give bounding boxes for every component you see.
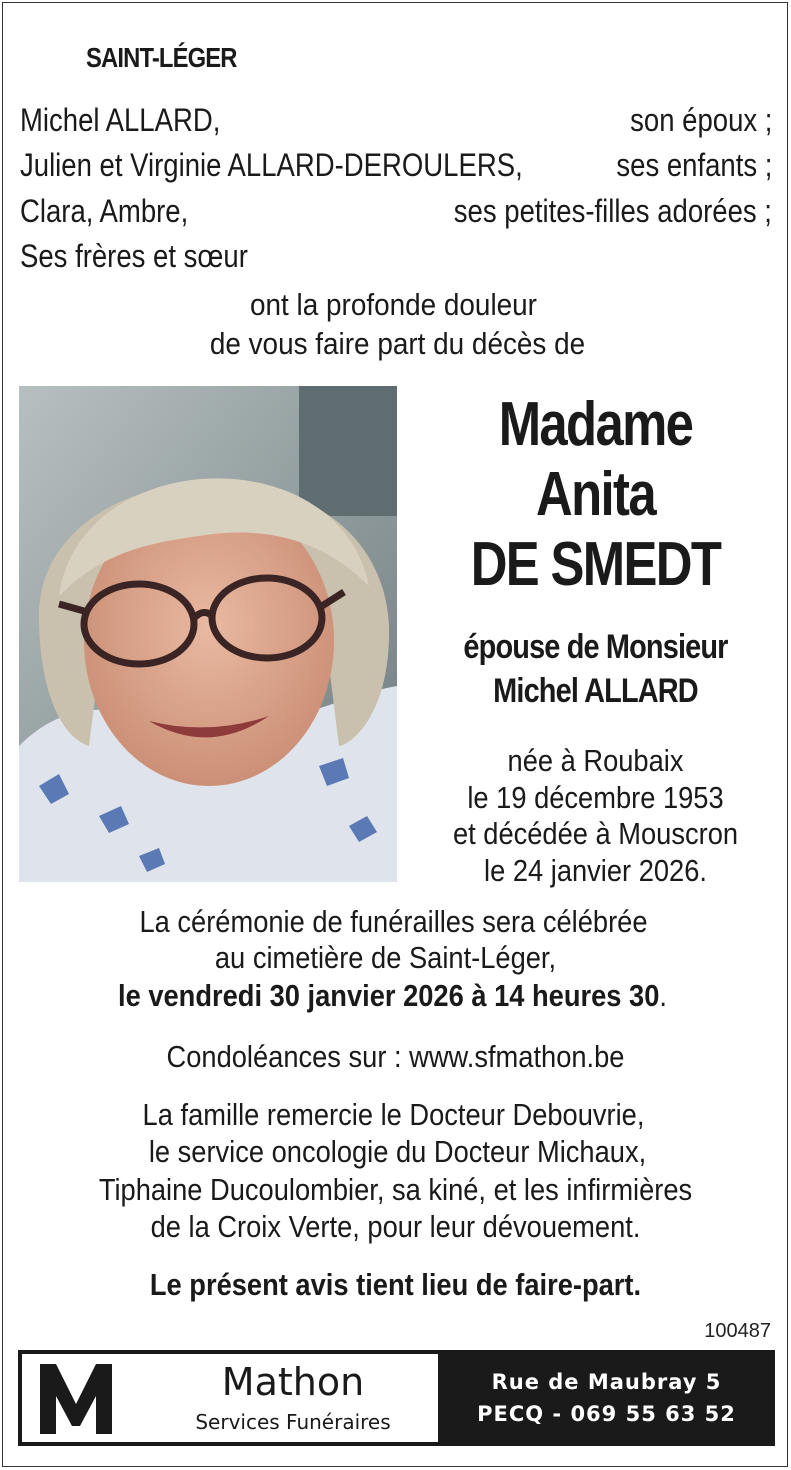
family-row-grandchildren [20,193,772,239]
family-name: Julien et Virginie ALLARD-DEROULERS, [20,147,523,183]
spouse-line: Michel ALLARD [493,672,698,710]
funeral-home-subtitle: Services Funéraires [195,1410,391,1434]
ceremony-date-bold: le vendredi 30 janvier 2026 à 14 heures 30 [118,978,660,1013]
thanks-line: Tiphaine Ducoulombier, sa kiné, et les infirmières [98,1172,693,1207]
funeral-home-address: Rue de Maubray 5 [491,1370,722,1394]
family-relation: ses petites-filles adorées ; [453,193,772,229]
ceremony-line: La cérémonie de funérailles sera célébrée [139,904,648,939]
thanks-line: le service oncologie du Docteur Michaux, [148,1134,647,1169]
birth-date: le 19 décembre 1953 [467,780,724,815]
deceased-title: Madame [498,390,693,459]
funeral-home-phone: PECQ - 069 55 63 52 [477,1402,736,1426]
thanks-line: La famille remercie le Docteur Debouvrie, [142,1097,645,1132]
family-row-spouse [20,102,772,148]
family-relation: son époux ; [629,102,772,138]
ceremony-line: au cimetière de Saint-Léger, [214,940,557,975]
portrait-illustration [19,386,397,882]
family-name: Michel ALLARD, [20,102,221,138]
deceased-photo [19,386,397,882]
funeral-home-logo-area [22,1354,438,1442]
thanks-line: de la Croix Verte, pour leur dévouement. [150,1209,641,1244]
notice-line: Le présent avis tient lieu de faire-part. [149,1267,642,1302]
family-relation: ses enfants ; [615,147,772,183]
birth-place: née à Roubaix [507,743,684,778]
mathon-logo-icon [34,1354,134,1442]
death-date: le 24 janvier 2026. [484,853,707,888]
family-row-children [20,147,772,193]
deceased-last-name: DE SMEDT [470,530,721,599]
deceased-first-name: Anita [536,460,655,529]
locality-heading: SAINT-LÉGER [86,42,237,73]
intro-line: de vous faire part du décès de [209,326,586,361]
family-row-siblings [20,238,772,284]
reference-number: 100487 [704,1320,771,1342]
family-name: Clara, Ambre, [20,193,189,229]
ceremony-date [44,978,740,1013]
family-name: Ses frères et sœur [20,238,248,274]
condolences-line: Condoléances sur : www.sfmathon.be [166,1039,625,1074]
funeral-home-banner [18,1350,775,1446]
funeral-home-name: Mathon [221,1360,365,1404]
ceremony-date-end: . [659,978,667,1013]
death-place: et décédée à Mouscron [452,816,739,851]
intro-line: ont la profonde douleur [250,287,537,322]
spouse-line: épouse de Monsieur [463,628,728,666]
